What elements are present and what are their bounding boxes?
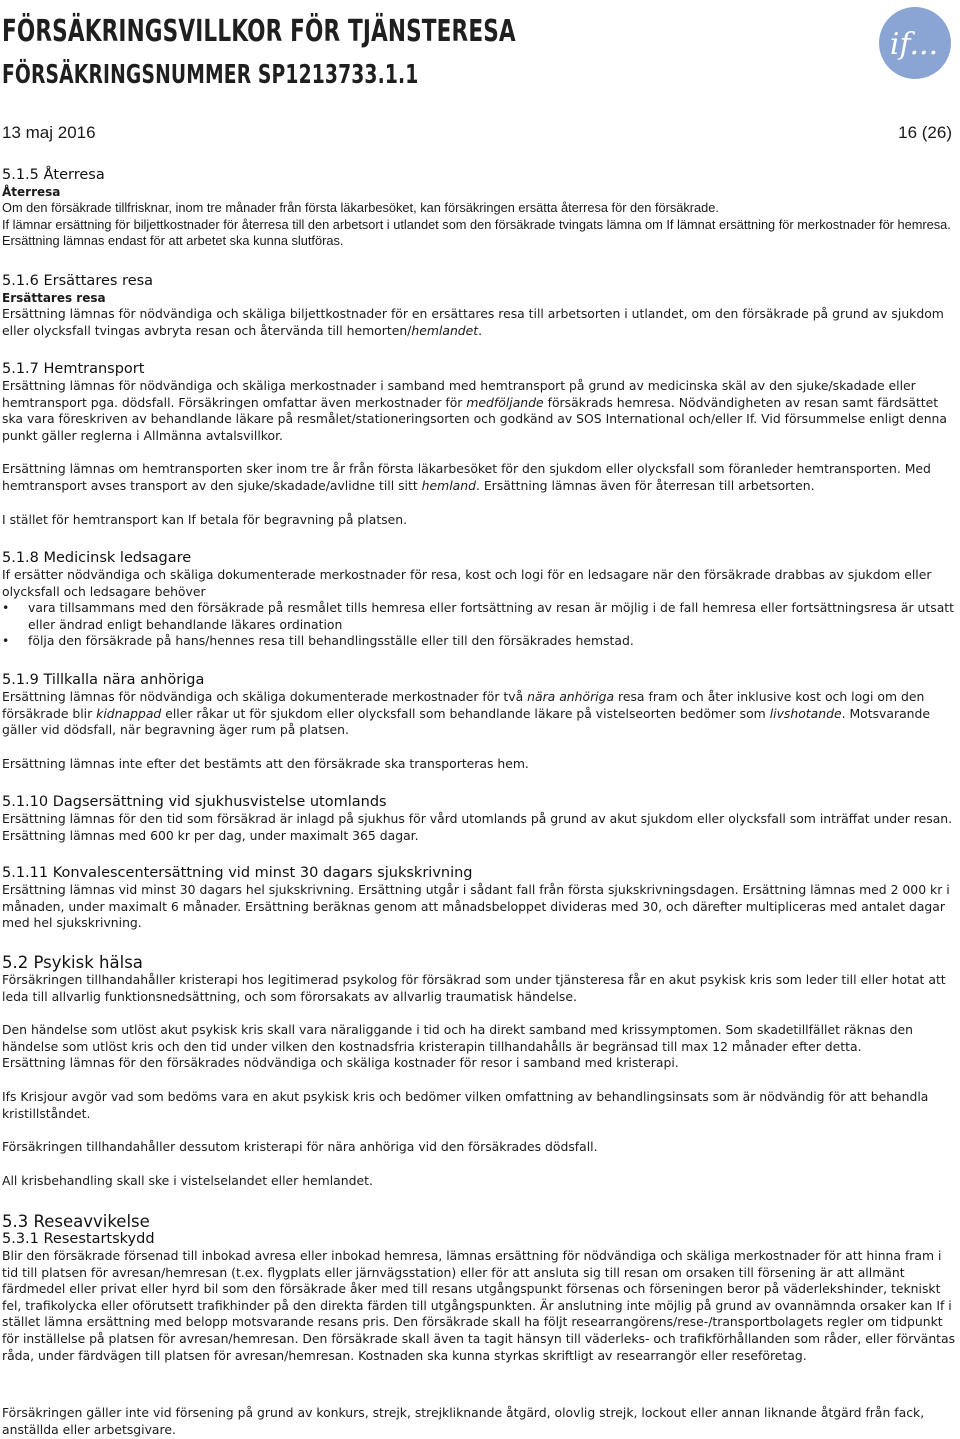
logo-text: if... <box>889 27 939 62</box>
section-heading: 5.1.6 Ersättares resa <box>2 273 154 289</box>
section-subheading: 5.3.1 Resestartskydd <box>2 1231 155 1247</box>
paragraph: Om den försäkrade tillfrisknar, inom tre månader från första läkarbesöket, kan försäkringen ersätta återresa för den försäkrade. <box>2 200 719 215</box>
paragraph: Ersättning lämnas för den försäkrades nödvändiga och skäliga kostnader för resor i samband med kristerapi. <box>2 1055 679 1071</box>
paragraph: Den händelse som utlöst akut psykisk kris skall vara näraliggande i tid och ha direkt samband med krissymptomen. Som skadetillfället räknas den händelse som utlöst kris och den tid under vilken den kostnadsfria kristerapin tillhandahålls är begränsad till max 12 månader efter detta. <box>2 1022 913 1054</box>
paragraph: Ersättning lämnas med 600 kr per dag, under maximalt 365 dagar. <box>2 827 419 843</box>
document-date: 13 maj 2016 <box>2 123 96 142</box>
section-heading: 5.1.7 Hemtransport <box>2 361 145 377</box>
section-5-1-8 <box>2 549 956 650</box>
paragraph: I stället för hemtransport kan If betala för begravning på platsen. <box>2 511 408 527</box>
section-5-1-7 <box>2 360 956 528</box>
paragraph: All krisbehandling skall ske i vistelselandet eller hemlandet. <box>2 1172 373 1188</box>
section-5-3 <box>2 1212 956 1364</box>
paragraph: If lämnar ersättning för biljettkostnader för återresa till den arbetsort i utlandet som den försäkrade tvingats lämna om If lämnat ersättning för merkostnader för hemresa. Ersättning lämnas endast för att arbetet ska kunna slutföras. <box>2 216 951 249</box>
section-5-2 <box>2 953 956 1189</box>
document-title: FÖRSÄKRINGSVILLKOR FÖR TJÄNSTERESA <box>2 14 516 49</box>
section-heading: 5.1.8 Medicinsk ledsagare <box>2 550 192 566</box>
section-5-1-5 <box>2 166 956 250</box>
section-heading: 5.1.5 Återresa <box>2 167 105 183</box>
list-item: • vara tillsammans med den försäkrade på resmålet tills hemresa eller fortsättning av resan är möjlig i de fall hemresa eller fortsättningsresa är utsatt eller ändrad enligt behandlande läkares ordination <box>2 600 955 632</box>
list-item: • följa den försäkrade på hans/hennes resa till behandlingsställe eller till den försäkrades hemstad. <box>2 633 634 649</box>
paragraph: Försäkringen tillhandahåller dessutom kristerapi för nära anhöriga vid den försäkrades dödsfall. <box>2 1139 598 1155</box>
paragraph: Blir den försäkrade försenad till inbokad avresa eller inbokad hemresa, lämnas ersättning för nödvändiga och skäliga merkostnader för att hinna fram i tid till platsen för avresan/hemresan (t.ex. flygplats eller järnvägsstation) eller för att ansluta sig till resan om orsaken till försening är att allmänt färdmedel eller privat eller hyrd bil som den försäkrade åker med till resans utgångspunkt försenas och förseningen beror på väderlekshinder, tekniskt fel, trafikolycka eller oförutsett trafikhinder på den direkta färden till utgångspunkten. Är anslutning inte möjlig på grund av ovannämnda orsaker kan If i stället lämna ersättning med belopp motsvarande resans pris. Den försäkrade skall ha följt researrangörens/rese-/transportbolagets regler om tidpunkt för inställelse på platsen för avresan/hemresan. Den försäkrade skall även ta tagit hänsyn till väderleks- och trafikförhållanden som råder, eller förväntas råda, under färdvägen till platsen för avresan/hemresan. Kostnaden ska kunna styrkas skriftligt av researrangör eller reseföretag. <box>2 1248 956 1363</box>
paragraph: Ersättning lämnas för nödvändiga och skäliga biljettkostnader för en ersättares resa till arbetsorten i utlandet, om den försäkrade på grund av sjukdom eller olycksfall tvingas avbryta resan och återvända till hemorten/hemlandet. <box>2 306 944 338</box>
section-heading: 5.2 Psykisk hälsa <box>2 953 143 972</box>
section-heading: 5.3 Reseavvikelse <box>2 1212 150 1231</box>
bullet-list <box>2 600 956 650</box>
section-heading: 5.1.11 Konvalescentersättning vid minst 30 dagars sjukskrivning <box>2 865 473 881</box>
policy-number: FÖRSÄKRINGSNUMMER SP1213733.1.1 <box>2 60 419 90</box>
section-heading: 5.1.9 Tillkalla nära anhöriga <box>2 672 205 688</box>
section-5-3-exclusion <box>2 1405 956 1438</box>
paragraph: Ersättning lämnas för nödvändiga och skäliga dokumenterade merkostnader för två nära anhöriga resa fram och åter inklusive kost och logi om den försäkrade blir kidnappad eller råkar ut för sjukdom eller olycksfall som behandlande läkare på vistelseorten bedömer som livshotande. Motsvarande gäller vid dödsfall, när begravning äger rum på platsen. <box>2 689 931 738</box>
paragraph: Ersättning lämnas om hemtransporten sker inom tre år från första läkarbesöket för den sjukdom eller olycksfall som föranleder hemtransporten. Med hemtransport avses transport av den sjuke/skadade/avlidne till sitt hemland. Ersättning lämnas även för återresan till arbetsorten. <box>2 461 931 493</box>
section-heading: 5.1.10 Dagsersättning vid sjukhusvistelse utomlands <box>2 794 387 810</box>
paragraph: Ersättning lämnas vid minst 30 dagars hel sjukskrivning. Ersättning utgår i sådant fall från första sjukskrivningsdagen. Ersättning lämnas med 2 000 kr i månaden, under maximalt 6 månader. Ersättning beräknas genom att månadsbeloppet divideras med 30, och därefter multipliceras med antalet dagar med hel sjukskrivning. <box>2 882 950 931</box>
paragraph: Ifs Krisjour avgör vad som bedöms vara en akut psykisk kris och bedömer vilken omfattning av behandlingsinsats som är nödvändig för att behandla kristillståndet. <box>2 1088 929 1121</box>
section-5-1-9 <box>2 671 956 772</box>
paragraph: Ersättning lämnas för den tid som försäkrad är inlagd på sjukhus för vård utomlands på grund av akut sjukdom eller olycksfall som inträffat under resan. <box>2 811 953 826</box>
if-logo <box>878 6 952 80</box>
section-5-1-6 <box>2 272 956 339</box>
paragraph: Ersättning lämnas för nödvändiga och skäliga merkostnader i samband med hemtransport på grund av medicinska skäl av den sjuke/skadade eller hemtransport pga. dödsfall. Försäkringen omfattar även merkostnader för medföljande försäkrads hemresa. Nödvändigheten av resan samt färdsättet ska vara föreskriven av behandlande läkare på resmålet/stationeringsorten och godkänd av SOS International och/eller If. Vid försummelse enligt denna punkt gäller reglerna i Allmänna avtalsvillkor. <box>2 378 947 443</box>
section-subheading: Återresa <box>2 185 61 199</box>
paragraph: If ersätter nödvändiga och skäliga dokumenterade merkostnader för resa, kost och logi för en ledsagare när den försäkrade drabbas av sjukdom eller olycksfall och ledsagare behöver <box>2 567 932 599</box>
paragraph: Försäkringen tillhandahåller kristerapi hos legitimerad psykolog för försäkrad som under tjänsteresa får en akut psykisk kris som leder till eller hotat att leda till allvarlig funktionsnedsättning, och som förorsakats av allvarlig traumatisk händelse. <box>2 972 946 1004</box>
section-subheading: Ersättares resa <box>2 291 106 305</box>
paragraph: Ersättning lämnas inte efter det bestämts att den försäkrade ska transporteras hem. <box>2 755 529 771</box>
section-5-1-10 <box>2 793 956 844</box>
page-number: 16 (26) <box>898 123 952 142</box>
paragraph: Försäkringen gäller inte vid försening på grund av konkurs, strejk, strejkliknande åtgärd, olovlig strejk, lockout eller annan liknande åtgärd från fack, anställda eller arbetsgivare. <box>2 1405 925 1437</box>
section-5-1-11 <box>2 864 956 932</box>
